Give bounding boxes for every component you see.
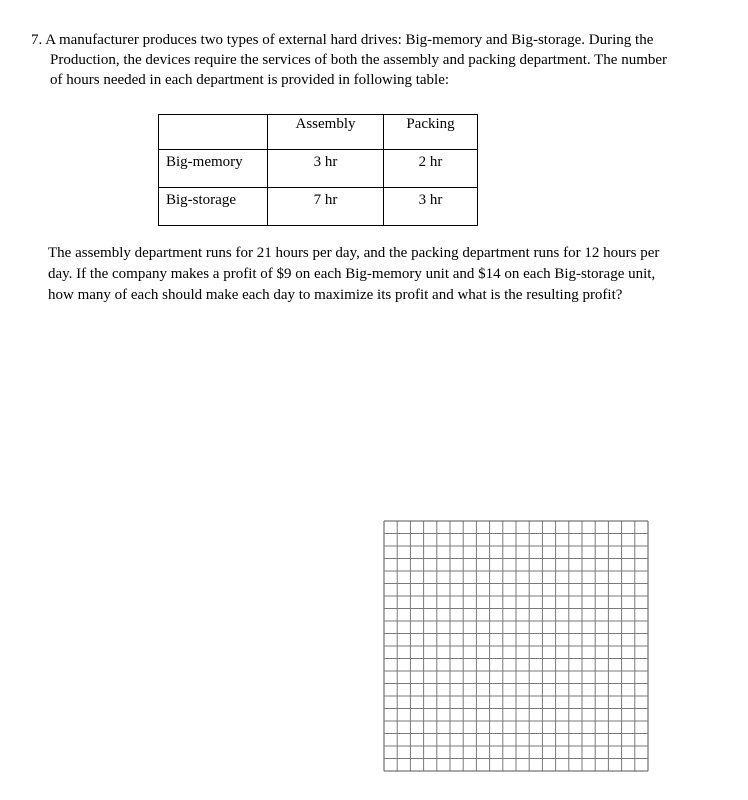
hours-table <box>158 114 478 226</box>
row-label-big-memory: Big-memory <box>159 150 268 188</box>
question-line-2: day. If the company makes a profit of $9 on each Big-memory unit and $14 on each Big-storage unit, <box>48 266 656 282</box>
table-header-row <box>159 115 478 150</box>
problem-text-1: A manufacturer produces two types of external hard drives: Big-memory and Big-storage. During the <box>45 32 654 48</box>
problem-line-2: Production, the devices require the services of both the assembly and packing department. The number <box>50 52 668 68</box>
problem-line-1 <box>31 30 721 50</box>
table-header-assembly: Assembly <box>268 115 384 150</box>
graph-paper-grid <box>383 520 649 772</box>
row-label-big-storage: Big-storage <box>159 188 268 226</box>
table-header-empty <box>159 115 268 150</box>
question-line-3: how many of each should make each day to maximize its profit and what is the resulting profit? <box>48 287 623 303</box>
question-line-1: The assembly department runs for 21 hours per day, and the packing department runs for 12 hours per <box>48 245 660 261</box>
question-text <box>48 243 718 306</box>
cell-big-memory-packing: 2 hr <box>384 150 478 188</box>
table-header-packing: Packing <box>384 115 478 150</box>
cell-big-storage-packing: 3 hr <box>384 188 478 226</box>
problem-number: 7. <box>31 32 43 48</box>
problem-statement <box>31 30 721 90</box>
cell-big-storage-assembly: 7 hr <box>268 188 384 226</box>
table-row <box>159 188 478 226</box>
graph-grid-svg <box>383 520 649 772</box>
cell-big-memory-assembly: 3 hr <box>268 150 384 188</box>
table-row <box>159 150 478 188</box>
problem-line-3: of hours needed in each department is provided in following table: <box>50 72 450 88</box>
